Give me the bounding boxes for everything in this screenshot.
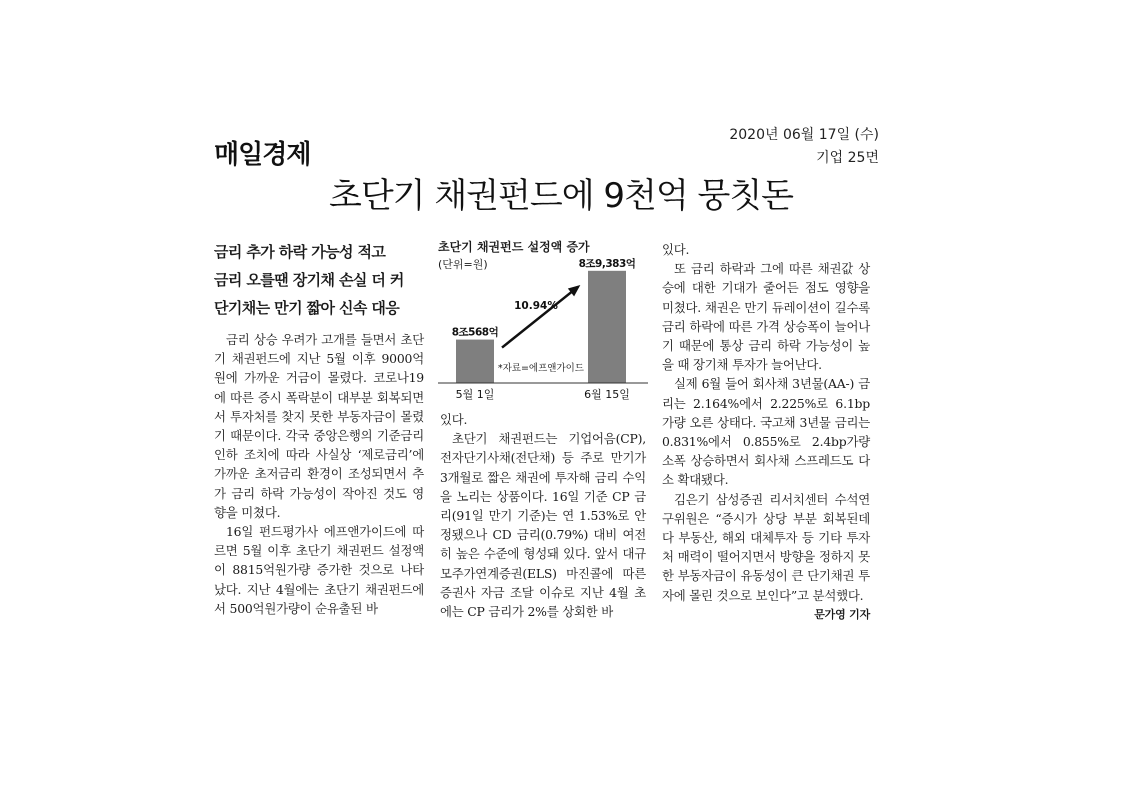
page-section: 기업 25면 (816, 150, 879, 166)
chart-bar (456, 340, 494, 383)
chart-unit: (단위=원) (438, 258, 488, 271)
bar-value-label: 8조568억 (451, 326, 499, 339)
article-paragraph (662, 490, 870, 621)
subheadline-line: 단기채는 만기 짧아 신속 대응 (214, 299, 400, 317)
category-tick-label: 6월 15일 (584, 388, 630, 401)
subheadline-line: 금리 오를땐 장기채 손실 더 커 (214, 271, 404, 289)
chart-bar (588, 271, 626, 383)
chart-source: *자료=에프앤가이드 (497, 363, 584, 374)
article-paragraph: 있다. (440, 412, 468, 427)
article-column-2 (440, 410, 646, 621)
byline: 문가영 기자 (814, 607, 870, 621)
newspaper-masthead: 매일경제 (214, 140, 311, 170)
article-column-1 (214, 330, 424, 618)
article-column-3 (662, 240, 870, 624)
article-headline: 초단기 채권펀드에 9천억 뭉칫돈 (328, 176, 794, 216)
article-paragraph: 초단기 채권펀드는 기업어음(CP), 전자단기사채(전단채) 등 주로 만기가 3개월로 짧은 채권에 투자해 금리 수익을 노리는 상품이다. 16일 기준 CP 금리(91일 만기 기준)는 연 1.53%로 안정됐으나 CD 금리(0.79%) 대비 여전히 높은 수준에 형성돼 있다. 앞서 대규모주가연계증권(ELS) 마진콜에 따른 증권사 자금 조달 이슈로 지난 4월 초에는 CP 금리가 2%를 상회한 바 (440, 431, 646, 620)
article-paragraph: 또 금리 하락과 그에 따른 채권값 상승에 대한 기대가 줄어든 점도 영향을 미쳤다. 채권은 만기 듀레이션이 길수록 금리 하락에 따른 가격 상승폭이 늘어나기 때문에 통상 금리 하락 가능성이 높을 때 장기채 투자가 늘어난다. (662, 261, 870, 373)
chart-canvas (438, 238, 648, 408)
article-paragraph: 있다. (662, 242, 690, 257)
publication-date: 2020년 06월 17일 (수) (729, 127, 879, 143)
growth-label: 10.94% (514, 300, 558, 313)
fund-chart (438, 238, 648, 408)
subheadline-line: 금리 추가 하락 가능성 적고 (214, 243, 386, 261)
article-paragraph: 금리 상승 우려가 고개를 들면서 초단기 채권펀드에 지난 5월 이후 9000억원에 가까운 거금이 몰렸다. 코로나19에 따른 증시 폭락분이 대부분 회복되면서 투자처를 찾지 못한 부동자금이 몰렸기 때문이다. 각국 중앙은행의 기준금리 인하 조치에 따라 사실상 ‘제로금리’에 가까운 초저금리 환경이 조성되면서 추가 금리 하락 가능성이 작아진 것도 영향을 미쳤다. (214, 332, 424, 520)
bar-value-label: 8조9,383억 (578, 257, 636, 270)
article-paragraph: 실제 6월 들어 회사채 3년물(AA-) 금리는 2.164%에서 2.225%로 6.1bp 가량 오른 상태다. 국고채 3년물 금리는 0.831%에서 0.855%로 2.4bp가량 소폭 상승하면서 회사채 스프레드도 다소 확대됐다. (662, 376, 870, 488)
subheadline-block (214, 238, 426, 322)
article-paragraph: 16일 펀드평가사 에프앤가이드에 따르면 5월 이후 초단기 채권펀드 설정액이 8815억원가량 증가한 것으로 나타났다. 지난 4월에는 초단기 채권펀드에서 500억원가량이 순유출된 바 (214, 524, 424, 616)
chart-title: 초단기 채권펀드 설정액 증가 (438, 240, 590, 254)
growth-arrow-line (502, 287, 578, 348)
category-tick-label: 5월 1일 (455, 388, 495, 401)
article-paragraph-text: 김은기 삼성증권 리서치센터 수석연구위원은 “증시가 상당 부분 회복된데다 부동산, 해외 대체투자 등 기타 투자처 매력이 떨어지면서 방향을 정하지 못한 부동자금이 유동성이 큰 단기채권 투자에 몰린 것으로 보인다”고 분석했다. (662, 491, 870, 603)
